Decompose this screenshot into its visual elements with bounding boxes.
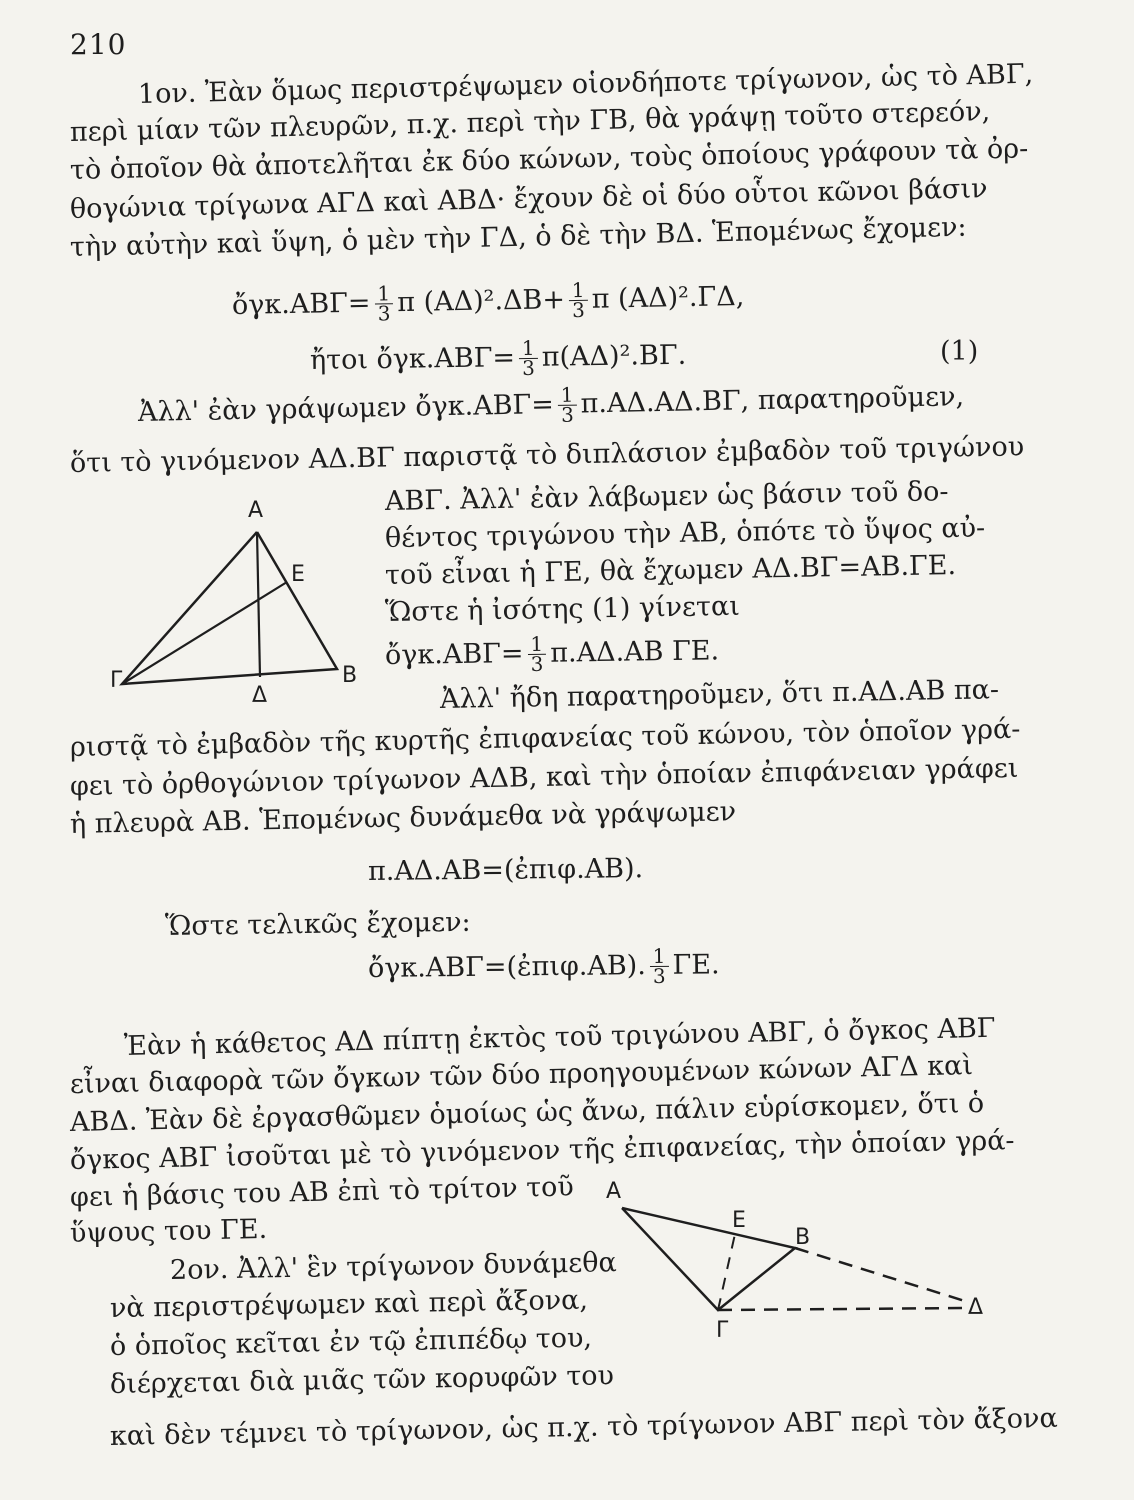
para2-fraction [558, 382, 577, 427]
para2-line6: Ὥστε ἡ ἰσότης (1) γίνεται [384, 590, 741, 628]
eq1-suffix: π (ΑΔ)².ΓΔ, [591, 281, 745, 315]
fig1-label-d: Δ [252, 683, 268, 708]
eq3-num: 1 [527, 635, 546, 655]
para6-line2: νὰ περιστρέψωμεν καὶ περὶ ἄξονα, [109, 1284, 589, 1324]
eq2-suffix: π(ΑΔ)².ΒΓ. [541, 339, 687, 373]
para5-line2: εἶναι διαφορὰ τῶν ὄγκων τῶν δύο προηγουμένων κώνων ΑΓΔ καὶ [69, 1050, 974, 1100]
equation-1 [232, 278, 745, 326]
para5-line4: ὄγκος ΑΒΓ ἰσοῦται μὲ τὸ γινόμενον τῆς ἐπιφανείας, τὴν ὁποίαν γρά- [69, 1125, 1015, 1176]
fig1-label-a: A [248, 498, 264, 523]
eq1-num-b: 1 [569, 281, 588, 301]
para6-line5: καὶ δὲν τέμνει τὸ τρίγωνον, ὡς π.χ. τὸ τρίγωνον ΑΒΓ περὶ τὸν ἄξονα [109, 1402, 1058, 1452]
para2-line1-prefix: Ἀλλ' ἐὰν γράψωμεν ὄγκ.ΑΒΓ= [137, 389, 555, 428]
para3-line4: ἡ πλευρὰ ΑΒ. Ἑπομένως δυνάμεθα νὰ γράψωμεν [69, 796, 737, 840]
para2-line1 [138, 378, 965, 433]
para2-line4: θέντος τριγώνου τὴν ΑΒ, ὁπότε τὸ ὕψος αὐ- [384, 512, 986, 554]
para3-line1: Ἀλλ' ἤδη παρατηροῦμεν, ὅτι π.ΑΔ.ΑΒ πα- [439, 674, 1000, 715]
fig1-label-b: B [342, 663, 358, 688]
eq1-fraction-b [569, 277, 588, 323]
eq1-den-b: 3 [571, 297, 586, 323]
fig2-triangle [622, 1208, 795, 1310]
para4-line: Ὥστε τελικῶς ἔχομεν: [164, 906, 471, 942]
para2-num: 1 [558, 386, 577, 406]
fig2-label-b: B [795, 1225, 811, 1250]
eq5-num: 1 [650, 947, 669, 967]
para3-line3: φει τὸ ὀρθογώνιον τρίγωνον ΑΔΒ, καὶ τὴν ὁποίαν ἐπιφάνειαν γράφει [69, 752, 1019, 802]
figure-triangle-1 [110, 497, 380, 708]
equation-4: π.ΑΔ.ΑΒ=(ἐπιφ.ΑΒ). [367, 853, 644, 887]
fig2-label-g: Γ [716, 1318, 729, 1343]
para1-line5: τὴν αὐτὴν καὶ ὕψη, ὁ μὲν τὴν ΓΔ, ὁ δὲ τὴν ΒΔ. Ἑπομένως ἔχομεν: [69, 211, 967, 263]
para2-line3: ΑΒΓ. Ἀλλ' ἐὰν λάβωμεν ὡς βάσιν τοῦ δο- [384, 476, 949, 517]
eq5-suffix: ΓΕ. [672, 949, 720, 981]
para1-line4: θογώνια τρίγωνα ΑΓΔ καὶ ΑΒΔ· ἔχουν δὲ οἱ δύο οὗτοι κῶνοι βάσιν [69, 173, 988, 225]
para2-den: 3 [560, 402, 575, 427]
para6-line3: ὁ ὁποῖος κεῖται ἐν τῷ ἐπιπέδῳ του, [109, 1322, 593, 1362]
para5-line1: Ἐὰν ἡ κάθετος ΑΔ πίπτῃ ἐκτὸς τοῦ τριγώνου ΑΒΓ, ὁ ὄγκος ΑΒΓ [123, 1012, 996, 1062]
para2-line5: τοῦ εἶναι ἡ ΓΕ, θὰ ἔχωμεν ΑΔ.ΒΓ=ΑΒ.ΓΕ. [384, 550, 957, 591]
fig1-label-e: E [291, 562, 305, 587]
para1-line2: περὶ μίαν τῶν πλευρῶν, π.χ. περὶ τὴν ΓΒ, θὰ γράψῃ τοῦτο στερεόν, [69, 96, 991, 148]
page-number: 210 [70, 28, 127, 61]
fig1-altitude-ad [257, 532, 260, 677]
fig1-label-g: Γ [110, 668, 123, 693]
fig1-altitude-ge [122, 582, 287, 684]
equation-3 [385, 632, 720, 676]
eq1-den-a: 3 [377, 301, 391, 326]
para5-line5: φει ἡ βάσις του ΑΒ ἐπὶ τὸ τρίτον τοῦ [69, 1171, 575, 1213]
eq3-fraction [527, 631, 546, 676]
eq5-den: 3 [652, 963, 666, 989]
para1-line3: τὸ ὁποῖον θὰ ἀποτελῆται ἐκ δύο κώνων, τοὺς ὁποίους γράφουν τὰ ὀρ- [69, 133, 1029, 186]
para5-line3: ΑΒΔ. Ἐὰν δὲ ἐργασθῶμεν ὁμοίως ὡς ἄνω, πάλιν εὑρίσκομεν, ὅτι ὁ [69, 1087, 985, 1138]
eq2-num: 1 [519, 339, 538, 359]
fig2-label-a: A [606, 1179, 622, 1204]
eq2-den: 3 [522, 355, 536, 381]
equation-number-1: (1) [940, 336, 979, 367]
eq1-prefix: ὄγκ.ΑΒΓ= [231, 287, 371, 321]
eq2-prefix: ἤτοι ὄγκ.ΑΒΓ= [309, 342, 516, 376]
fig2-label-d: Δ [968, 1295, 984, 1320]
eq3-prefix: ὄγκ.ΑΒΓ= [384, 638, 524, 671]
eq3-den: 3 [530, 651, 544, 676]
para6-line4: διέρχεται διὰ μιᾶς τῶν κορυφῶν του [109, 1360, 615, 1400]
para5-line6: ὕψους του ΓΕ. [69, 1213, 268, 1249]
figure-triangle-2 [590, 1172, 1030, 1342]
eq1-fraction-a [374, 281, 393, 326]
eq2-fraction [519, 335, 538, 381]
para1-line1: 1ον. Ἐὰν ὅμως περιστρέψωμεν οἱονδήποτε τρίγωνον, ὡς τὸ ΑΒΓ, [137, 58, 1034, 110]
eq1-middle: π (ΑΔ)².ΔΒ+ [396, 284, 566, 319]
para2-line2: ὅτι τὸ γινόμενον ΑΔ.ΒΓ παριστᾷ τὸ διπλάσιον ἐμβαδὸν τοῦ τριγώνου [69, 431, 1025, 479]
eq5-fraction [650, 943, 669, 989]
eq5-prefix: ὄγκ.ΑΒΓ=(ἐπιφ.ΑΒ). [367, 950, 646, 984]
para2-line1-suffix: π.ΑΔ.ΑΔ.ΒΓ, παρατηροῦμεν, [580, 381, 965, 420]
equation-5 [367, 943, 720, 989]
para6-line1: 2ον. Ἀλλ' ἓν τρίγωνον δυνάμεθα [169, 1247, 617, 1286]
fig2-altitude-ad [718, 1308, 968, 1310]
fig1-triangle [122, 532, 337, 684]
equation-2 [310, 337, 687, 381]
eq3-suffix: π.ΑΔ.ΑΒ ΓΕ. [550, 635, 720, 669]
fig2-extension-bd [795, 1248, 968, 1302]
eq1-num-a: 1 [374, 284, 393, 304]
para3-line2: ριστᾷ τὸ ἐμβαδὸν τῆς κυρτῆς ἐπιφανείας τοῦ κώνου, τὸν ὁποῖον γρά- [69, 713, 1021, 763]
fig2-label-e: E [732, 1208, 746, 1233]
